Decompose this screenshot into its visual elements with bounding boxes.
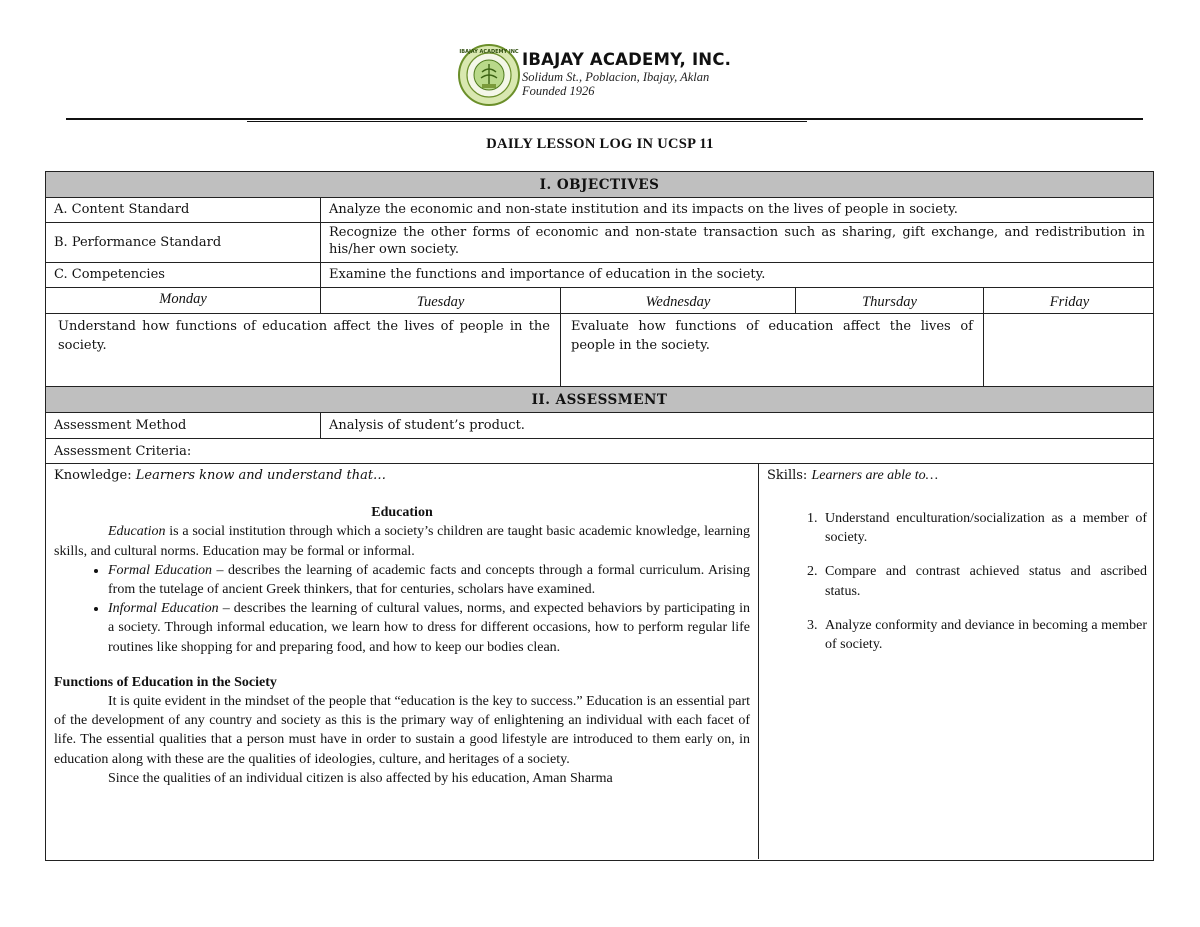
competencies-value: Examine the functions and importance of education in the society. xyxy=(329,267,766,282)
seal-lettering: IBAJAY ACADEMY INC xyxy=(459,49,519,55)
performance-standard-row xyxy=(46,223,1153,263)
education-term: Education xyxy=(108,524,166,540)
competencies-label: C. Competencies xyxy=(46,263,321,287)
day-friday: Friday xyxy=(1049,294,1090,310)
skills-intro: Learners are able to… xyxy=(811,468,939,483)
education-types-list xyxy=(54,561,771,657)
education-heading: Education xyxy=(371,505,433,521)
formal-education-text: – describes the learning of academic facts and concepts through a formal curriculum. Arising from the tutelage of ancient Greek thinkers, that for centuries, scholars have examined. xyxy=(108,562,771,598)
skills-list xyxy=(767,509,1147,654)
performance-standard-label: B. Performance Standard xyxy=(46,223,321,262)
wed-thu-objective: Evaluate how functions of education affect the lives of people in the society. xyxy=(561,314,984,386)
knowledge-skills-row xyxy=(46,464,1153,859)
formal-education-item xyxy=(108,561,771,599)
mon-tue-objective: Understand how functions of education affect the lives of people in the society. xyxy=(46,314,561,386)
functions-paragraph-1: It is quite evident in the mindset of the people that “education is the key to success.” Education is an essential part of the development of any country and society as this is the primary way of enlightening an individual with each facet of life. The essential qualities that a person must have in order to sustain a good lifestyle are introduced to them early on, in education along with these are the qualities of ideologies, culture, and heritages of a society. xyxy=(54,694,750,767)
content-standard-value: Analyze the economic and non-state institution and its impacts on the lives of people in society. xyxy=(329,202,958,217)
functions-paragraph-2: Since the qualities of an individual citizen is also affected by his education, Aman Sharma xyxy=(108,770,613,786)
header-divider xyxy=(66,118,1143,120)
document-title: DAILY LESSON LOG IN UCSP 11 xyxy=(486,136,714,152)
skill-item-2: 2. Compare and contrast achieved status and ascribed status. xyxy=(821,562,1147,600)
lesson-log-table xyxy=(45,171,1154,861)
assessment-heading-text: II. ASSESSMENT xyxy=(531,392,668,408)
skill-item-3: 3. Analyze conformity and deviance in becoming a member of society. xyxy=(821,616,1147,654)
functions-heading: Functions of Education in the Society xyxy=(54,674,277,690)
education-definition xyxy=(54,522,750,560)
school-info xyxy=(522,52,731,98)
header-divider-thin-right xyxy=(760,121,805,122)
day-thursday: Thursday xyxy=(796,288,984,313)
school-founded: Founded 1926 xyxy=(522,84,595,98)
informal-education-text: – describes the learning of cultural values, norms, and expected behaviors by participating in a society. Through informal education, we learn how to dress for different occasions, how to perform regular life routines like shopping for and preparing food, and how to keep our bodies clean. xyxy=(108,601,750,655)
informal-education-term: Informal Education xyxy=(108,601,219,617)
knowledge-label: Knowledge: xyxy=(54,468,136,483)
letterhead xyxy=(0,40,1200,110)
day-monday: Monday xyxy=(46,288,321,313)
school-address: Solidum St., Poblacion, Ibajay, Aklan xyxy=(522,69,710,84)
performance-standard-value: Recognize the other forms of economic and non-state transaction such as sharing, gift exchange, and redistribution in his/her own society. xyxy=(329,225,1145,257)
objectives-heading xyxy=(46,172,1153,198)
formal-education-term: Formal Education xyxy=(108,562,213,578)
fri-objective xyxy=(984,314,1155,386)
day-tuesday: Tuesday xyxy=(321,288,561,313)
day-wednesday: Wednesday xyxy=(561,288,796,313)
school-seal-icon xyxy=(458,44,520,106)
assessment-criteria-label: Assessment Criteria: xyxy=(54,444,192,459)
education-definition-text: is a social institution through which a society’s children are taught basic academic knowledge, learning skills, and cultural norms. Education may be formal or informal. xyxy=(54,524,750,559)
assessment-method-value: Analysis of student’s product. xyxy=(329,418,525,433)
competencies-row xyxy=(46,263,1153,288)
skills-cell xyxy=(759,464,1155,859)
knowledge-intro: Learners know and understand that… xyxy=(135,468,387,483)
assessment-heading xyxy=(46,387,1153,413)
knowledge-cell xyxy=(46,464,771,859)
header-divider-thin xyxy=(247,121,807,122)
assessment-method-row xyxy=(46,413,1153,439)
assessment-criteria-row xyxy=(46,439,1153,464)
daily-objectives-row xyxy=(46,314,1153,387)
skills-label: Skills: xyxy=(767,468,812,483)
content-standard-label: A. Content Standard xyxy=(46,198,321,222)
skill-item-1: 1. Understand enculturation/socialization as a member of society. xyxy=(821,509,1147,547)
content-standard-row xyxy=(46,198,1153,223)
informal-education-item xyxy=(108,599,750,657)
school-name: IBAJAY ACADEMY, INC. xyxy=(522,50,732,69)
objectives-heading-text: I. OBJECTIVES xyxy=(539,177,660,193)
assessment-method-label: Assessment Method xyxy=(46,413,321,438)
days-row xyxy=(46,288,1153,314)
